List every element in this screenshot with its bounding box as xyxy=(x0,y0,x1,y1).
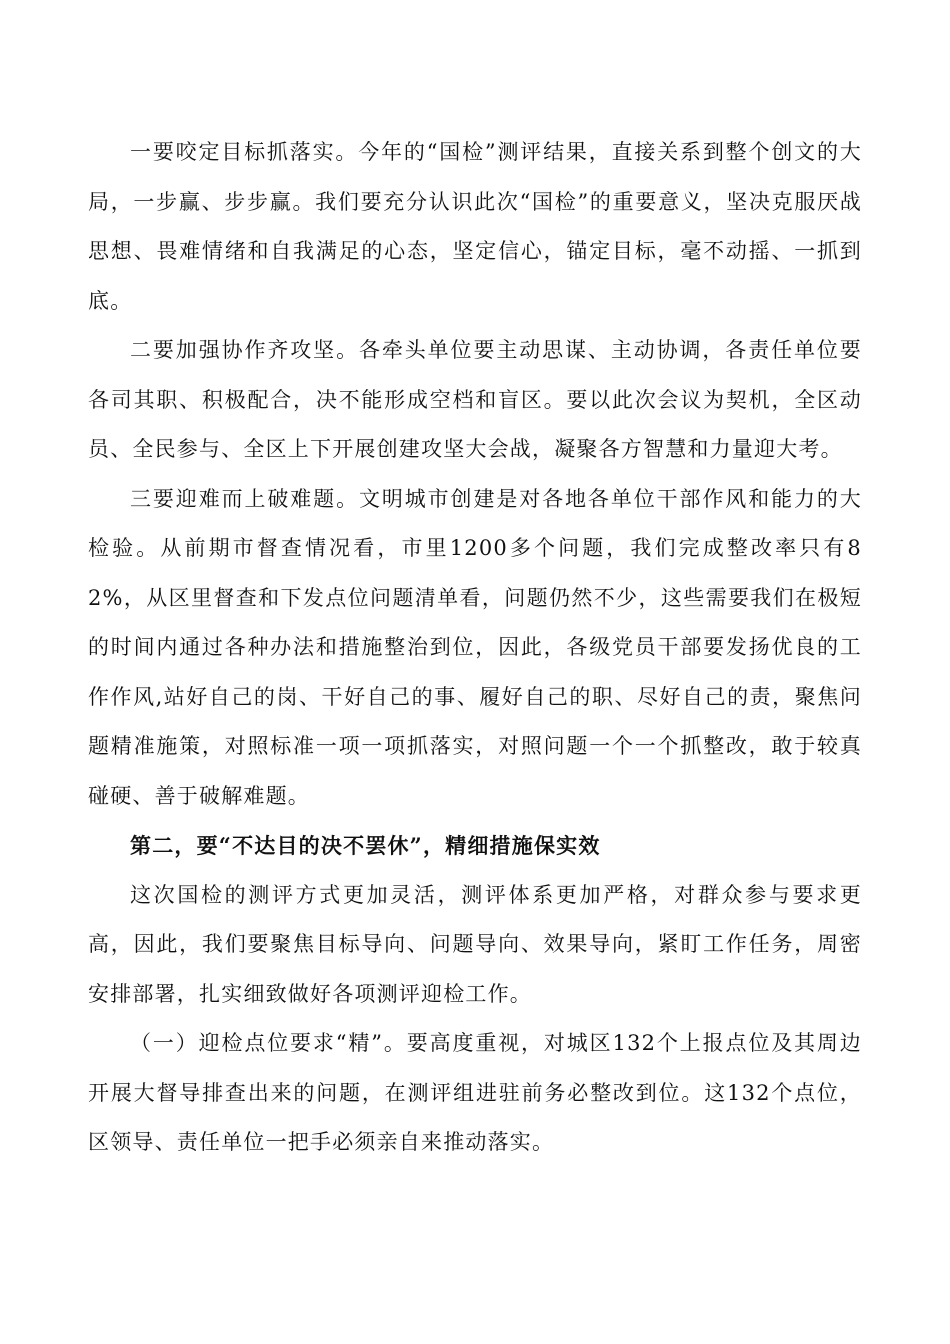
paragraph-2: 二要加强协作齐攻坚。各牵头单位要主动思谋、主动协调，各责任单位要各司其职、积极配合，决不能形成空档和盲区。要以此次会议为契机，全区动员、全民参与、全区上下开展创建攻坚大会战，凝聚各方智慧和力量迎大考。 xyxy=(88,338,862,461)
paragraph-3: 三要迎难而上破难题。文明城市创建是对各地各单位干部作风和能力的大检验。从前期市督查情况看，市里1200多个问题，我们完成整改率只有82%，从区里督查和下发点位问题清单看，问题仍然不少，这些需要我们在极短的时间内通过各种办法和措施整治到位，因此，各级党员干部要发扬优良的工作作风,站好自己的岗、干好自己的事、履好自己的职、尽好自己的责，聚焦问题精准施策，对照标准一项一项抓落实，对照问题一个一个抓整改，敢于较真碰硬、善于破解难题。 xyxy=(88,486,862,808)
paragraph-4: 这次国检的测评方式更加灵活，测评体系更加严格，对群众参与要求更高，因此，我们要聚焦目标导向、问题导向、效果导向，紧盯工作任务，周密安排部署，扎实细致做好各项测评迎检工作。 xyxy=(88,882,862,1006)
section-heading: 第二，要“不达目的决不罢休”，精细措施保实效 xyxy=(130,833,601,858)
paragraph-1: 一要咬定目标抓落实。今年的“国检”测评结果，直接关系到整个创文的大局，一步赢、步步赢。我们要充分认识此次“国检”的重要意义，坚决克服厌战思想、畏难情绪和自我满足的心态，坚定信心，锚定目标，毫不动摇、一抓到底。 xyxy=(88,140,862,313)
document-page xyxy=(88,128,862,1168)
paragraph-5: （一）迎检点位要求“精”。要高度重视，对城区132个上报点位及其周边开展大督导排查出来的问题，在测评组进驻前务必整改到位。这132个点位，区领导、责任单位一把手必须亲自来推动落实。 xyxy=(88,1031,862,1154)
